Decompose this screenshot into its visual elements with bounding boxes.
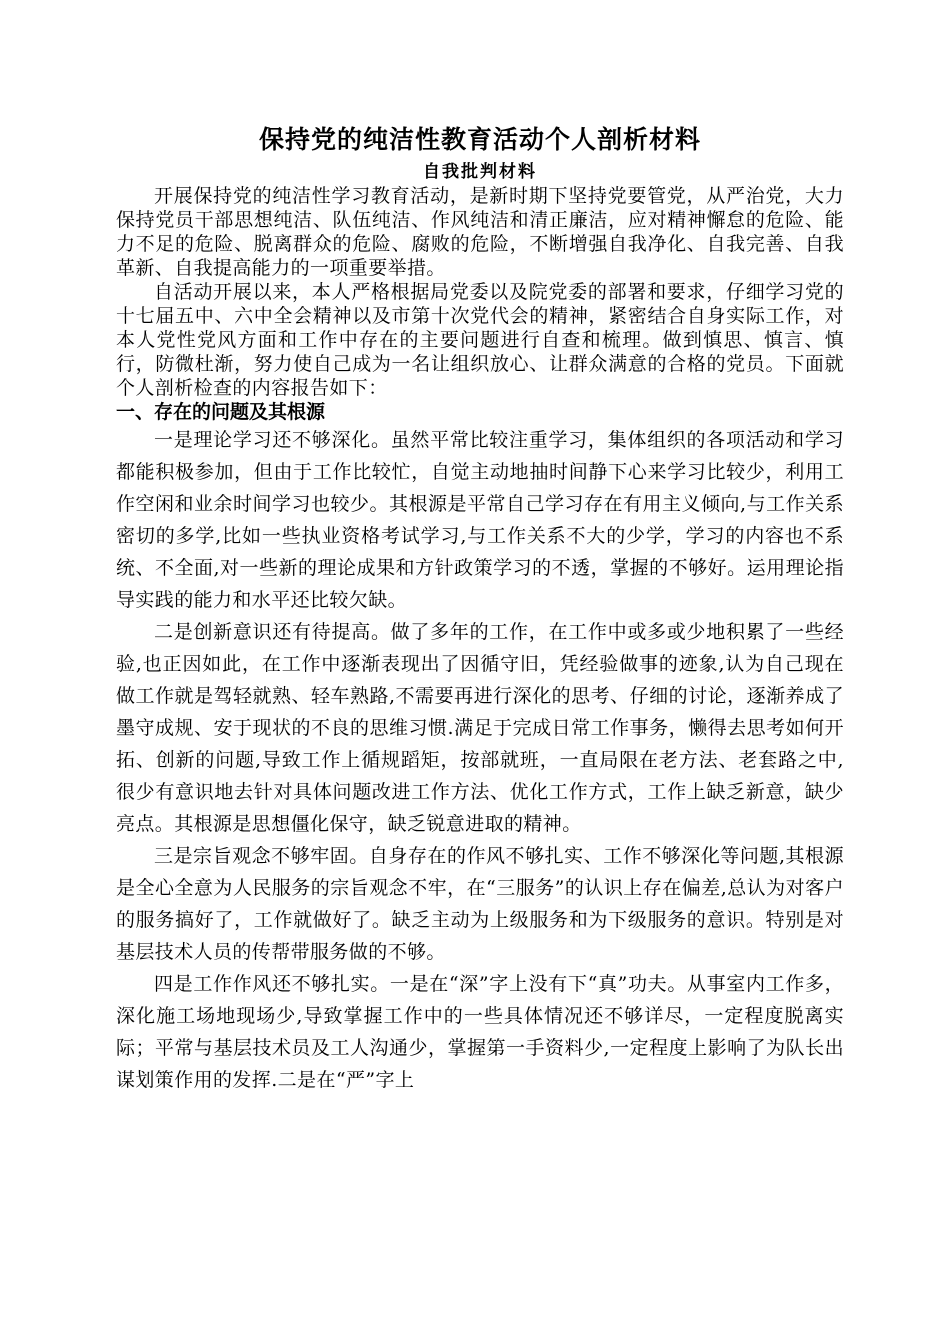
issue-paragraph-4: 四是工作作风还不够扎实。一是在“深”字上没有下“真”功夫。从事室内工作多，深化施工场地现场少,导致掌握工作中的一些具体情况还不够详尽，一定程度脱离实际；平常与基层技术员及工人沟通少，掌握第一手资料少,一定程度上影响了为队长出谋划策作用的发挥.二是在“严”字上: [116, 973, 844, 1091]
section-heading: 一、存在的问题及其根源: [116, 401, 326, 423]
document-title: 保持党的纯洁性教育活动个人剖析材料: [258, 125, 701, 154]
issue-paragraph-3: 三是宗旨观念不够牢固。自身存在的作风不够扎实、工作不够深化等问题,其根源是全心全意为人民服务的宗旨观念不牢，在“三服务”的认识上存在偏差,总认为对客户的服务搞好了，工作就做好了。缺乏主动为上级服务和为下级服务的意识。特别是对基层技术人员的传帮带服务做的不够。: [116, 845, 844, 963]
intro-paragraph-1: 开展保持党的纯洁性学习教育活动，是新时期下坚持党要管党，从严治党，大力保持党员干部思想纯洁、队伍纯洁、作风纯洁和清正廉洁，应对精神懈怠的危险、能力不足的危险、脱离群众的危险、腐败的危险，不断增强自我净化、自我完善、自我革新、自我提高能力的一项重要举措。: [116, 185, 844, 279]
document-page: [116, 122, 844, 1096]
issue-paragraph-2: 二是创新意识还有待提高。做了多年的工作，在工作中或多或少地积累了一些经验,也正因如此，在工作中逐渐表现出了因循守旧，凭经验做事的迹象,认为自己现在做工作就是驾轻就熟、轻车熟路,不需要再进行深化的思考、仔细的讨论，逐渐养成了墨守成规、安于现状的不良的思维习惯.满足于完成日常工作事务，懒得去思考如何开拓、创新的问题,导致工作上循规蹈矩，按部就班，一直局限在老方法、老套路之中,很少有意识地去针对具体问题改进工作方法、优化工作方式，工作上缺乏新意，缺少亮点。其根源是思想僵化保守，缺乏锐意进取的精神。: [116, 621, 844, 835]
document-subtitle: 自我批判材料: [423, 162, 537, 182]
intro-paragraph-2: 自活动开展以来，本人严格根据局党委以及院党委的部署和要求，仔细学习党的十七届五中、六中全会精神以及市第十次党代会的精神，紧密结合自身实际工作，对本人党性党风方面和工作中存在的主要问题进行自查和梳理。做到慎思、慎言、慎行，防微杜渐，努力使自己成为一名让组织放心、让群众满意的合格的党员。下面就个人剖析检查的内容报告如下：: [116, 281, 844, 399]
issue-paragraph-1: 一是理论学习还不够深化。虽然平常比较注重学习，集体组织的各项活动和学习都能积极参加，但由于工作比较忙，自觉主动地抽时间静下心来学习比较少，利用工作空闲和业余时间学习也较少。其根源是平常自己学习存在有用主义倾向,与工作关系密切的多学,比如一些执业资格考试学习,与工作关系不大的少学，学习的内容也不系统、不全面,对一些新的理论成果和方针政策学习的不透，掌握的不够好。运用理论指导实践的能力和水平还比较欠缺。: [116, 429, 844, 611]
